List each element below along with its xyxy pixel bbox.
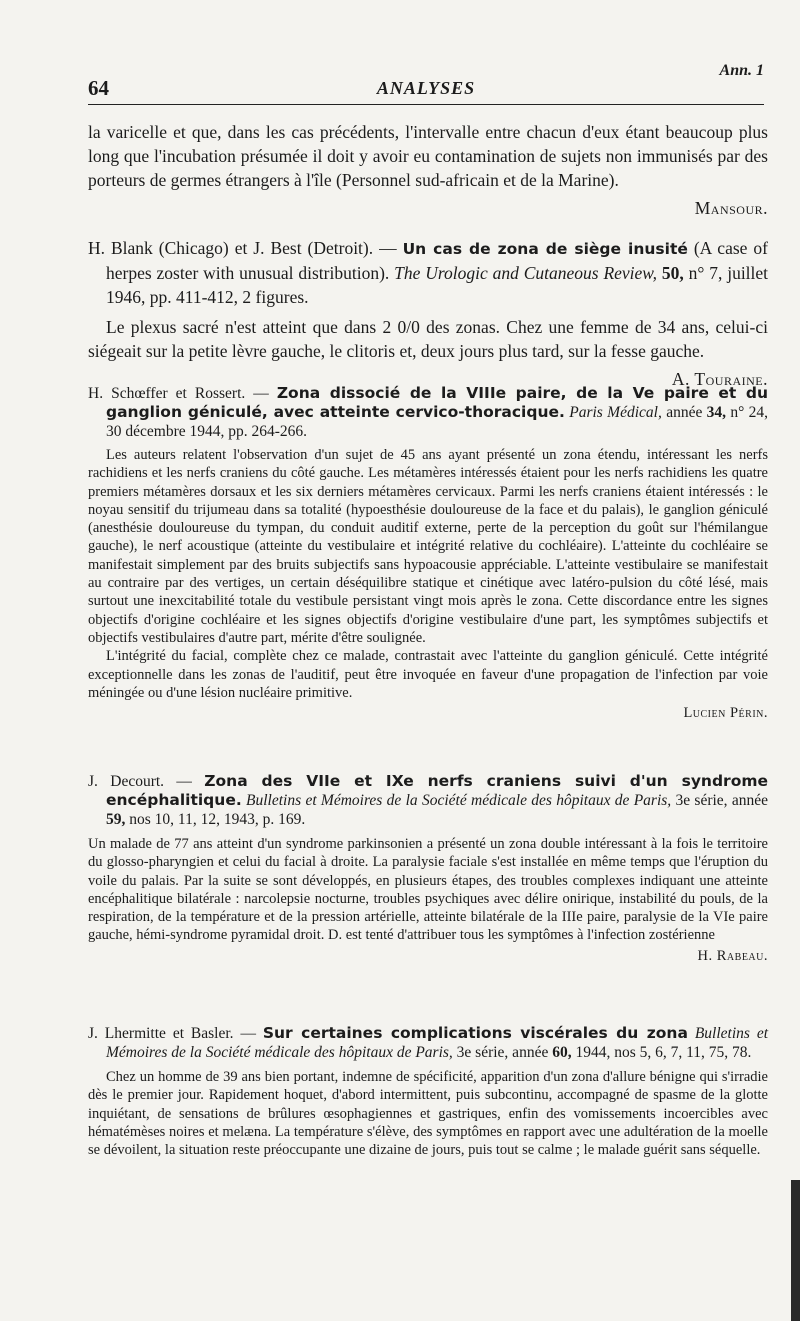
article-body: la varicelle et que, dans les cas précédents, l'intervalle entre chacun d'eux étant beaucoup plus long que l'incubation présumée il doit y avoir eu contamination de sujets non immunisés par des porteurs de germes étrangers à l'île (Personnel sud-africain et de la Marine). <box>88 122 768 190</box>
article-title: Un cas de zona de siège inusité <box>402 240 688 258</box>
article-lhermitte-basler <box>88 1024 768 1159</box>
article-title: Zona des VIIe et IXe nerfs craniens suivi d'un syndrome encéphalitique. <box>106 772 769 809</box>
journal-name: Bulletins et Mémoires de la Société médicale des hôpitaux de Paris, <box>106 1025 769 1061</box>
article-reference: année <box>666 404 703 421</box>
article-body: Chez un homme de 39 ans bien portant, indemne de spécificité, apparition d'un zona d'allure bénigne qui s'irradie dès le premier jour. Rapidement hoquet, d'abord intermittent, puis subcontinu, accompagné de spasme de la glotte inquiétant, de sensations de brûlures œsophagiennes et gastriques, enfin des vomissements incoercibles avec hématémèses noires et melæna. La température s'élève, des symptômes en rapport avec une adultération de la moelle se dévoilent, la situation reste préoccupante une dizaine de jours, puis tout se calme ; le malade guérit sans séquelle. <box>88 1069 768 1159</box>
article-heading <box>88 384 768 441</box>
article-pages: n° 24, 30 décembre 1944, pp. 264-266. <box>106 404 769 440</box>
article-authors: J. Decourt. — <box>88 773 192 790</box>
journal-name: Bulletins et Mémoires de la Société médicale des hôpitaux de Paris, <box>246 792 672 809</box>
article-signature: A. Touraine. <box>671 369 768 389</box>
article-signature: Lucien Périn. <box>683 705 768 722</box>
article-body: Le plexus sacré n'est atteint que dans 2 0/0 des zonas. Chez une femme de 34 ans, celui-ci siégeait sur la petite lèvre gauche, le clitoris et, deux jours plus tard, sur la fesse gauche. <box>88 317 768 361</box>
header-rule <box>88 104 764 105</box>
article-signature: Mansour. <box>694 198 768 218</box>
article-pages: nos 10, 11, 12, 1943, p. 169. <box>129 811 306 828</box>
article-title: Sur certaines complications viscérales du zona <box>262 1024 688 1042</box>
article-pages: 1944, nos 5, 6, 7, 11, 75, 78. <box>575 1044 752 1061</box>
article-authors: H. Blank (Chicago) et J. Best (Detroit). — <box>88 238 397 258</box>
article-blank-best <box>88 236 768 391</box>
article-heading <box>88 772 768 829</box>
article-heading <box>88 1024 768 1062</box>
article-reference: 3e série, année <box>456 1044 549 1061</box>
article-body-paragraph: L'intégrité du facial, complète chez ce malade, contrastait avec l'atteinte du ganglion géniculé. Cette intégrité exceptionnelle dans les zonas de l'auditif, peut être invoquée en faveur d'une propagation de l'infection par voie méningée ou d'une lésion nucléaire primitive. <box>88 648 768 701</box>
article-decourt <box>88 772 768 965</box>
journal-volume: 34, <box>706 404 727 421</box>
journal-name: Paris Médical, <box>569 404 662 421</box>
article-reference: (A case of herpes zoster with unusual distribution). <box>106 238 768 283</box>
journal-volume: 60, <box>552 1044 572 1061</box>
journal-volume: 59, <box>106 811 126 828</box>
article-schoeffer-rossert <box>88 384 768 722</box>
scan-edge <box>791 1180 800 1321</box>
page-number: 64 <box>88 76 109 100</box>
page-header <box>88 62 764 102</box>
article-body-paragraph: Les auteurs relatent l'observation d'un sujet de 45 ans ayant présenté un zona étendu, intéressant les nerfs rachidiens et les nerfs craniens du côté gauche. Les métamères intéressés étaient pour les nerfs rachidiens les quatre premiers métamères dorsaux et les six derniers métamères cervicaux. Parmi les nerfs craniens étaient intéressés : le noyau sensitif du trijumeau dans sa totalité (hypoesthésie douloureuse de la face et du palais), le ganglion géniculé (anesthésie douloureuse du tympan, du conduit auditif externe, perte de la perception du goût sur l'hémilangue gauche), le nerf acoustique (atteinte du vestibulaire et intégrité relative du cochléaire). L'atteinte du cochléaire se manifestait simplement par des bruits subjectifs sans hypoacousie appréciable. L'atteinte vestibulaire se manifestait au contraire par des vertiges, un certain déséquilibre statique et cinétique avec latéro-pulsion du côté lésé, mais surtout une inexcitabilité totale du vestibule persistant vingt mois après le zona. Cette discordance entre les signes objectifs d'origine cochléaire et les signes objectifs d'origine vestibulaire d'une part, les symptômes subjectifs et objectifs vestibulaires d'autre part, mérite d'être soulignée. <box>88 447 768 646</box>
article-body: Un malade de 77 ans atteint d'un syndrome parkinsonien a présenté un zona double intéressant à la fois le territoire du glosso-pharyngien et celui du facial à droite. La paralysie faciale s'est installée en même temps que l'éruption du voile du palais. Par la suite se sont développés, en plusieurs étapes, des troubles complexes indiquant une atteinte encéphalitique bilatérale : narcolepsie nocturne, troubles psychiques avec délire onirique, instabilité du pouls, de la respiration, de la température et de la pression artérielle, atteinte bilatérale de la IIIe paire, paralysie de la VIe paire gauche, hémi-syndrome pyramidal droit. D. est tenté d'attribuer tous les symptômes à l'infection zostérienne <box>88 836 768 944</box>
running-title: ANALYSES <box>376 78 476 98</box>
journal-name: The Urologic and Cutaneous Review, <box>394 263 658 283</box>
article-authors: H. Schœffer et Rossert. — <box>88 385 269 402</box>
article-pages: n° 7, juillet 1946, pp. 411-412, 2 figures. <box>106 263 769 307</box>
handwritten-annotation: Ann. 1 <box>719 62 764 79</box>
article-signature: H. Rabeau. <box>697 947 768 964</box>
journal-volume: 50, <box>661 263 684 283</box>
article-reference: 3e série, année <box>675 792 768 809</box>
article-title: Zona dissocié de la VIIIe paire, de la Ve paire et du ganglion géniculé, avec atteinte cervico-thoracique. <box>106 384 768 421</box>
article-authors: J. Lhermitte et Basler. — <box>88 1025 256 1042</box>
article-heading <box>88 236 768 309</box>
article-continuation <box>88 120 768 220</box>
